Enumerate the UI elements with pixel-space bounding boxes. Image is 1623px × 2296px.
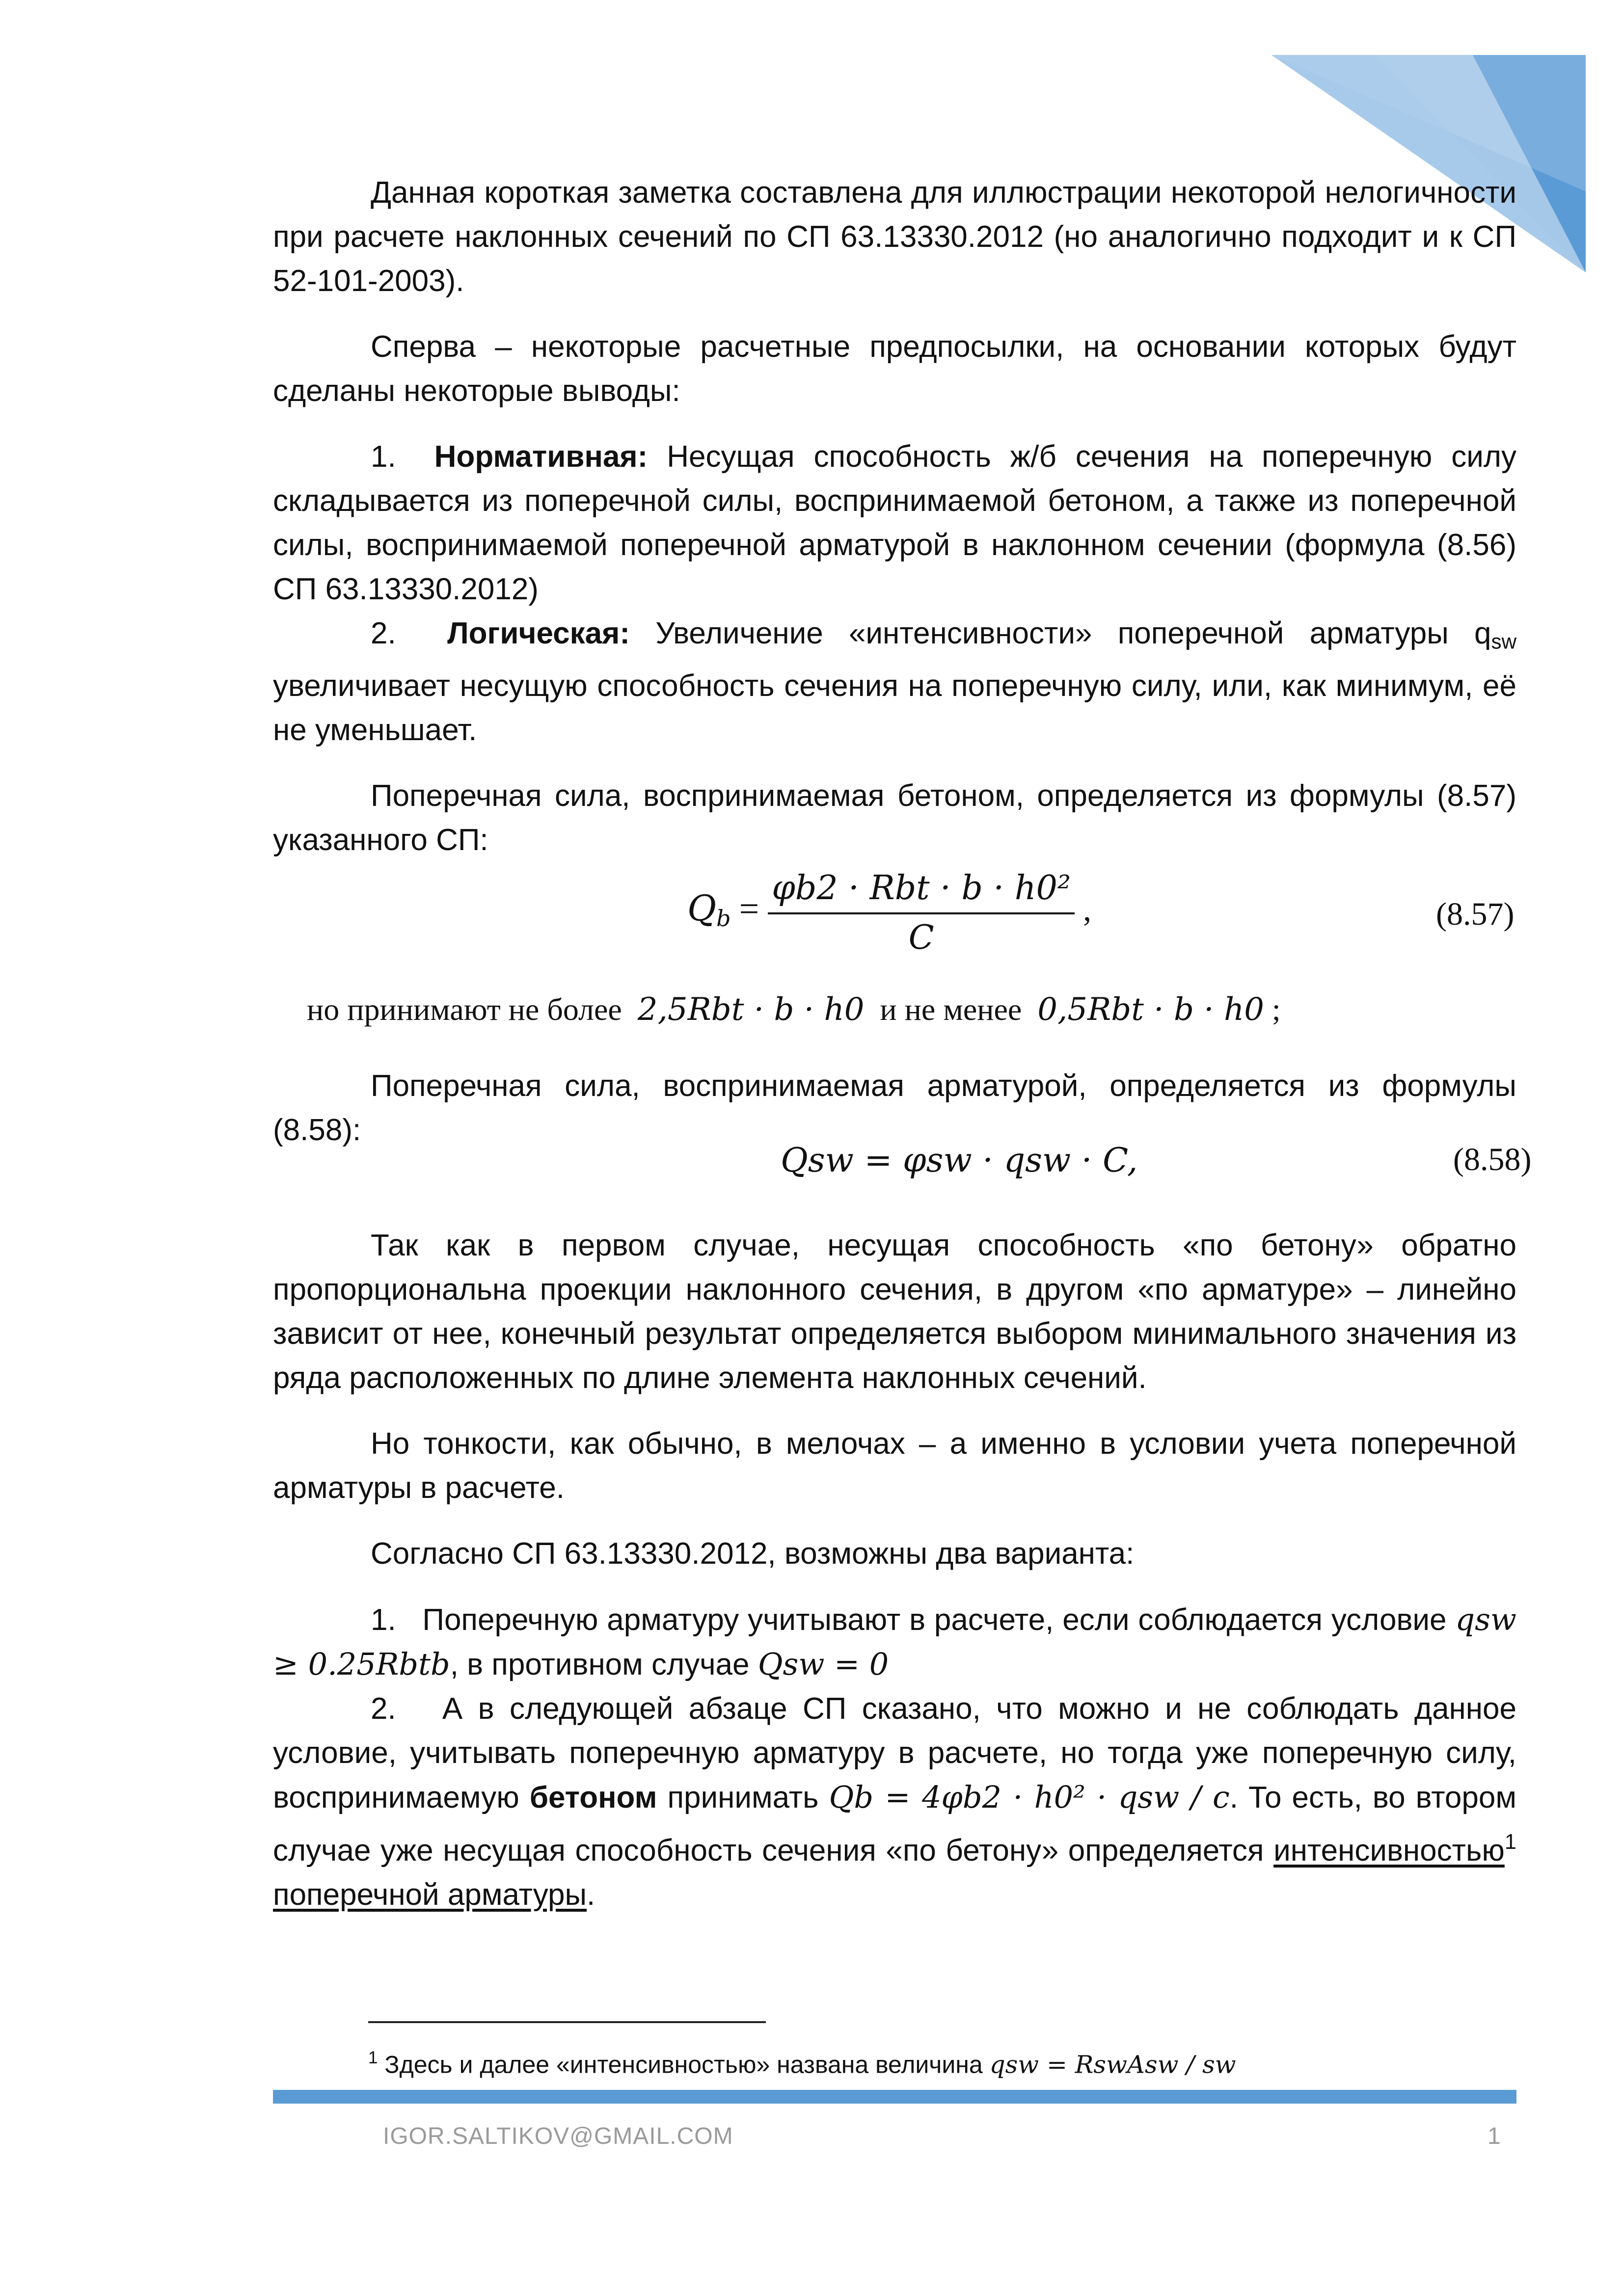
- formula-8-57-fraction: [768, 869, 1075, 957]
- premise-2: [273, 612, 1516, 752]
- footnote-mark: 1: [368, 2048, 378, 2067]
- variant-2-bold: бетоном: [529, 1781, 657, 1815]
- variant-2-text: А в следующей абзаце СП сказано, что можно и не соблюдать данное условие, учитывать поперечную арматуру в расчете, но тогда уже поперечную силу, воспринимаемую: [273, 1692, 1516, 1815]
- variant-1-number: 1.: [371, 1603, 396, 1637]
- premise-1: [273, 435, 1516, 612]
- formula-8-57-tag: (8.57): [1436, 896, 1515, 932]
- footnote-formula: qsw = RswAsw / sw: [989, 2050, 1236, 2079]
- variant-2-formula: Qb = 4φb2 · h0² · qsw / c: [829, 1779, 1230, 1815]
- premise-2-title: Логическая:: [447, 616, 630, 650]
- but-paragraph: Но тонкости, как обычно, в мелочах – а именно в условии учета поперечной арматуры в расчете.: [273, 1427, 1516, 1505]
- premise-2-subscript: sw: [1491, 630, 1517, 653]
- variant-2-text2: принимать: [667, 1781, 819, 1815]
- premise-2-text: Увеличение «интенсивности» поперечной арматуры q: [655, 616, 1491, 650]
- variant-1: [273, 1598, 1516, 1687]
- rebar-paragraph: Поперечная сила, воспринимаемая арматурой, определяется из формулы (8.58):: [273, 1069, 1516, 1147]
- formula-8-57: $Q_b$ = $\frac{\text{φb2 · Rbt · b · h0²}}{C}$ ,: [687, 869, 1092, 957]
- variant-1-text: Поперечную арматуру учитывают в расчете, если соблюдается условие: [422, 1603, 1447, 1637]
- document-body-3: [273, 1224, 1516, 1917]
- variant-2-text3: . То есть, во втором случае уже несущая способность сечения «по бетону» определяется: [273, 1781, 1516, 1868]
- variant-2: [273, 1687, 1516, 1917]
- footnote-reference: 1: [1504, 1830, 1516, 1854]
- variant-2-underlined-1: интенсивностью: [1273, 1833, 1505, 1868]
- limits-end: ;: [1271, 992, 1281, 1027]
- limits-prefix: но принимают не более: [307, 992, 622, 1027]
- according-paragraph: Согласно СП 63.13330.2012, возможны два варианта:: [371, 1537, 1135, 1571]
- limits-min: 0,5Rbt · b · h0: [1037, 991, 1264, 1028]
- footer-email: IGOR.SALTIKOV@GMAIL.COM: [383, 2123, 733, 2149]
- premise-1-number: 1.: [371, 440, 396, 474]
- footnote-separator: [368, 2021, 766, 2023]
- footnote-text: Здесь и далее «интенсивностью» названа величина: [384, 2051, 983, 2079]
- premise-2-number: 2.: [371, 616, 396, 650]
- limits-middle: и не менее: [880, 992, 1022, 1027]
- intro-paragraph: Данная короткая заметка составлена для иллюстрации некоторой нелогичности при расчете наклонных сечений по СП 63.13330.2012 (но аналогично подходит и к СП 52-101-2003).: [273, 176, 1516, 298]
- formula-8-58-tag: (8.58): [1453, 1142, 1532, 1177]
- footnote: [368, 2043, 1236, 2079]
- formula-8-57-tail: ,: [1083, 890, 1092, 928]
- formula-8-58: [781, 1141, 1137, 1180]
- variant-1-condition: qsw ≥ 0.25Rbtb: [273, 1602, 1516, 1682]
- page-number: 1: [1488, 2123, 1501, 2149]
- variant-2-end: .: [587, 1877, 595, 1912]
- formula-8-57-lhs-sub: b: [716, 905, 731, 932]
- variant-1-else-expr: Qsw = 0: [757, 1646, 889, 1682]
- variant-2-number: 2.: [371, 1692, 396, 1726]
- premise-2-text-after: увеличивает несущую способность сечения на поперечную силу, или, как минимум, её не уменьшает.: [273, 668, 1516, 747]
- formula-8-57-numerator: φb2 · Rbt · b · h0²: [768, 869, 1075, 914]
- formula-limits: [307, 991, 1281, 1028]
- formula-8-58-expr: Qsw = φsw · qsw · C,: [781, 1141, 1138, 1180]
- premise-1-title: Нормативная:: [434, 440, 648, 474]
- formula-8-57-denominator: C: [908, 918, 934, 957]
- premises-intro: Сперва – некоторые расчетные предпосылки, на основании которых будут сделаны некоторые выводы:: [273, 330, 1516, 408]
- variant-1-else: , в противном случае: [450, 1648, 750, 1682]
- formula-8-57-lhs: Q: [687, 887, 717, 929]
- premise-1-text: Несущая способность ж/б сечения на поперечную силу складывается из поперечной силы, воспринимаемой бетоном, а также из поперечной силы, воспринимаемой поперечной арматурой в наклонном сечении (формула (8.56) СП 63.13330.2012): [273, 440, 1516, 606]
- concrete-paragraph: Поперечная сила, воспринимаемая бетоном, определяется из формулы (8.57) указанного СП:: [273, 778, 1516, 857]
- document-body-2: [273, 1064, 1516, 1152]
- footer-bar: [273, 2090, 1516, 2104]
- variant-2-underlined-2: поперечной арматуры: [273, 1877, 587, 1912]
- since-paragraph: Так как в первом случае, несущая способность «по бетону» обратно пропорциональна проекции наклонного сечения, в другом «по арматуре» – линейно зависит от нее, конечный результат определяется выбором минимального значения из ряда расположенных по длине элемента наклонных сечений.: [273, 1228, 1516, 1395]
- document-body: [273, 171, 1516, 862]
- limits-max: 2,5Rbt · b · h0: [637, 991, 865, 1028]
